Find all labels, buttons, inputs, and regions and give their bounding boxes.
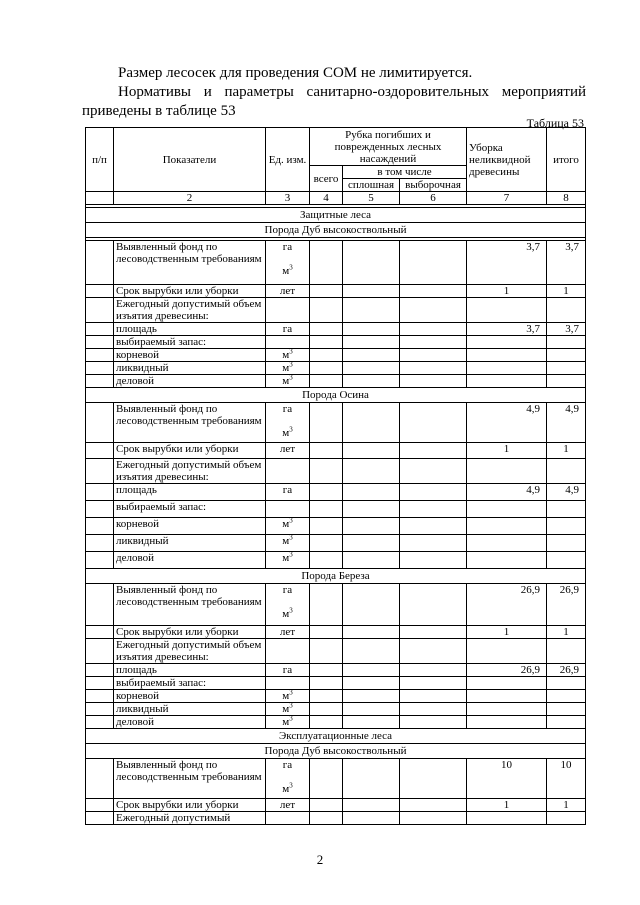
unit-m: м	[282, 535, 290, 547]
unit-m: м	[282, 690, 290, 702]
unit-exp: 3	[289, 606, 293, 615]
table-row	[86, 518, 586, 535]
value-cell: 26,9	[547, 664, 586, 677]
unit-m: м	[282, 427, 290, 439]
row-label: площадь	[114, 664, 266, 677]
row-label: корневой	[114, 518, 266, 535]
row-label: Срок вырубки или уборки	[114, 799, 266, 812]
table-row	[86, 716, 586, 729]
table-row	[86, 552, 586, 569]
unit-exp: 3	[289, 361, 293, 369]
section-row	[86, 208, 586, 223]
header-including: в том числе	[343, 166, 467, 179]
value-cell: 10	[547, 759, 586, 799]
header-clear: сплошная	[343, 179, 400, 192]
unit-cell: лет	[266, 626, 310, 639]
unit-m: м	[282, 703, 290, 715]
col-number: 4	[310, 192, 343, 205]
col-number: 8	[547, 192, 586, 205]
table-row	[86, 703, 586, 716]
table-row	[86, 584, 586, 626]
table-row	[86, 639, 586, 664]
unit-m: м	[282, 783, 290, 795]
table-row	[86, 349, 586, 362]
unit-cell: га	[266, 323, 310, 336]
row-label: Срок вырубки или уборки	[114, 443, 266, 459]
unit-exp: 3	[289, 374, 293, 382]
value-cell: 3,7	[547, 241, 586, 285]
row-label: ликвидный	[114, 703, 266, 716]
unit-cell	[266, 375, 310, 388]
page-number: 2	[316, 852, 324, 867]
row-label: деловой	[114, 375, 266, 388]
unit-cell	[266, 349, 310, 362]
table-row	[86, 298, 586, 323]
unit-exp: 3	[289, 702, 293, 710]
unit-exp: 3	[289, 534, 293, 542]
value-cell: 1	[467, 626, 547, 639]
table-row	[86, 664, 586, 677]
row-label: Выявленный фонд по лесоводственным требованиям	[114, 759, 266, 799]
table-row	[86, 677, 586, 690]
unit-cell	[266, 584, 310, 626]
unit-cell	[266, 552, 310, 569]
col-number: 6	[400, 192, 467, 205]
unit-cell: лет	[266, 443, 310, 459]
table-row	[86, 403, 586, 443]
species-title: Порода Осина	[86, 388, 586, 403]
row-label: Ежегодный допустимый	[114, 812, 266, 825]
row-label: деловой	[114, 716, 266, 729]
header-cleanup: Уборка неликвидной древесины	[467, 128, 547, 192]
table-row	[86, 336, 586, 349]
table-row	[86, 323, 586, 336]
unit-exp: 3	[289, 263, 293, 272]
unit-cell	[266, 716, 310, 729]
row-label: корневой	[114, 349, 266, 362]
unit-exp: 3	[289, 689, 293, 697]
table-row	[86, 759, 586, 799]
unit-m: м	[282, 608, 290, 620]
unit-exp: 3	[289, 425, 293, 434]
value-cell: 10	[467, 759, 547, 799]
species-title: Порода Дуб высокоствольный	[86, 744, 586, 759]
unit-ha: га	[282, 584, 293, 596]
row-label: Срок вырубки или уборки	[114, 626, 266, 639]
unit-exp: 3	[289, 715, 293, 723]
unit-m: м	[282, 518, 290, 530]
header-itogo: итого	[547, 128, 586, 192]
unit-exp: 3	[289, 781, 293, 790]
unit-cell: лет	[266, 285, 310, 298]
table-row	[86, 812, 586, 825]
value-cell: 1	[547, 285, 586, 298]
unit-ha: га	[282, 241, 293, 253]
table-row	[86, 535, 586, 552]
intro-paragraph-2: Нормативы и параметры санитарно-оздоровительных мероприятий приведены в таблице 53	[82, 84, 586, 119]
value-cell: 3,7	[467, 323, 547, 336]
col-number: 7	[467, 192, 547, 205]
species-row	[86, 744, 586, 759]
row-label: выбираемый запас:	[114, 677, 266, 690]
unit-exp: 3	[289, 517, 293, 525]
row-label: Ежегодный допустимый объем изъятия древесины:	[114, 459, 266, 484]
intro-paragraph-1: Размер лесосек для проведения СОМ не лимитируется.	[118, 65, 473, 81]
header-total: всего	[310, 166, 343, 192]
table-row	[86, 241, 586, 285]
table-row	[86, 626, 586, 639]
unit-m: м	[282, 349, 290, 361]
unit-m: м	[282, 716, 290, 728]
col-number: 2	[114, 192, 266, 205]
row-label: Ежегодный допустимый объем изъятия древесины:	[114, 298, 266, 323]
value-cell: 4,9	[547, 403, 586, 443]
value-cell: 4,9	[467, 484, 547, 501]
header-selective: выборочная	[400, 179, 467, 192]
section-title: Эксплуатационные леса	[86, 729, 586, 744]
col-number: 3	[266, 192, 310, 205]
row-label: деловой	[114, 552, 266, 569]
row-label: площадь	[114, 484, 266, 501]
species-row	[86, 388, 586, 403]
species-row	[86, 569, 586, 584]
table-row	[86, 375, 586, 388]
species-title: Порода Береза	[86, 569, 586, 584]
unit-cell	[266, 241, 310, 285]
table-row	[86, 690, 586, 703]
header-pp: п/п	[86, 128, 114, 192]
header-unit: Ед. изм.	[266, 128, 310, 192]
col-number	[86, 192, 114, 205]
row-label: Выявленный фонд по лесоводственным требованиям	[114, 403, 266, 443]
section-row	[86, 729, 586, 744]
unit-cell: лет	[266, 799, 310, 812]
unit-exp: 3	[289, 348, 293, 356]
value-cell: 26,9	[547, 584, 586, 626]
table-caption: Таблица 53	[526, 116, 584, 130]
row-label: Ежегодный допустимый объем изъятия древесины:	[114, 639, 266, 664]
row-label: выбираемый запас:	[114, 336, 266, 349]
header-indicators: Показатели	[114, 128, 266, 192]
value-cell: 1	[467, 799, 547, 812]
unit-cell	[266, 518, 310, 535]
table-row	[86, 443, 586, 459]
unit-cell	[266, 690, 310, 703]
column-numbers-row	[86, 192, 586, 205]
value-cell: 26,9	[467, 664, 547, 677]
value-cell: 1	[547, 799, 586, 812]
table-row	[86, 799, 586, 812]
unit-m: м	[282, 375, 290, 387]
table-row	[86, 362, 586, 375]
value-cell: 1	[547, 626, 586, 639]
unit-exp: 3	[289, 551, 293, 559]
value-cell: 1	[467, 443, 547, 459]
unit-m: м	[282, 552, 290, 564]
unit-cell	[266, 403, 310, 443]
table-row	[86, 484, 586, 501]
unit-m: м	[282, 362, 290, 374]
unit-cell	[266, 362, 310, 375]
norms-table	[85, 127, 586, 825]
header-felling: Рубка погибших и поврежденных лесных насаждений	[310, 128, 467, 166]
row-label: ликвидный	[114, 362, 266, 375]
unit-cell	[266, 759, 310, 799]
value-cell: 4,9	[547, 484, 586, 501]
row-label: выбираемый запас:	[114, 501, 266, 518]
unit-cell	[266, 703, 310, 716]
unit-ha: га	[282, 759, 293, 771]
value-cell: 3,7	[547, 323, 586, 336]
row-label: корневой	[114, 690, 266, 703]
row-label: Выявленный фонд по лесоводственным требованиям	[114, 241, 266, 285]
section-title: Защитные леса	[86, 208, 586, 223]
unit-cell: га	[266, 484, 310, 501]
row-label: Выявленный фонд по лесоводственным требованиям	[114, 584, 266, 626]
unit-m: м	[282, 265, 290, 277]
species-title: Порода Дуб высокоствольный	[86, 223, 586, 238]
table-row	[86, 285, 586, 298]
row-label: площадь	[114, 323, 266, 336]
unit-cell: га	[266, 664, 310, 677]
row-label: Срок вырубки или уборки	[114, 285, 266, 298]
value-cell: 4,9	[467, 403, 547, 443]
value-cell: 3,7	[467, 241, 547, 285]
species-row	[86, 223, 586, 238]
unit-ha: га	[282, 403, 293, 415]
value-cell: 1	[547, 443, 586, 459]
value-cell: 1	[467, 285, 547, 298]
header-row	[86, 128, 586, 166]
value-cell: 26,9	[467, 584, 547, 626]
col-number: 5	[343, 192, 400, 205]
row-label: ликвидный	[114, 535, 266, 552]
table-row	[86, 459, 586, 484]
unit-cell	[266, 535, 310, 552]
table-row	[86, 501, 586, 518]
